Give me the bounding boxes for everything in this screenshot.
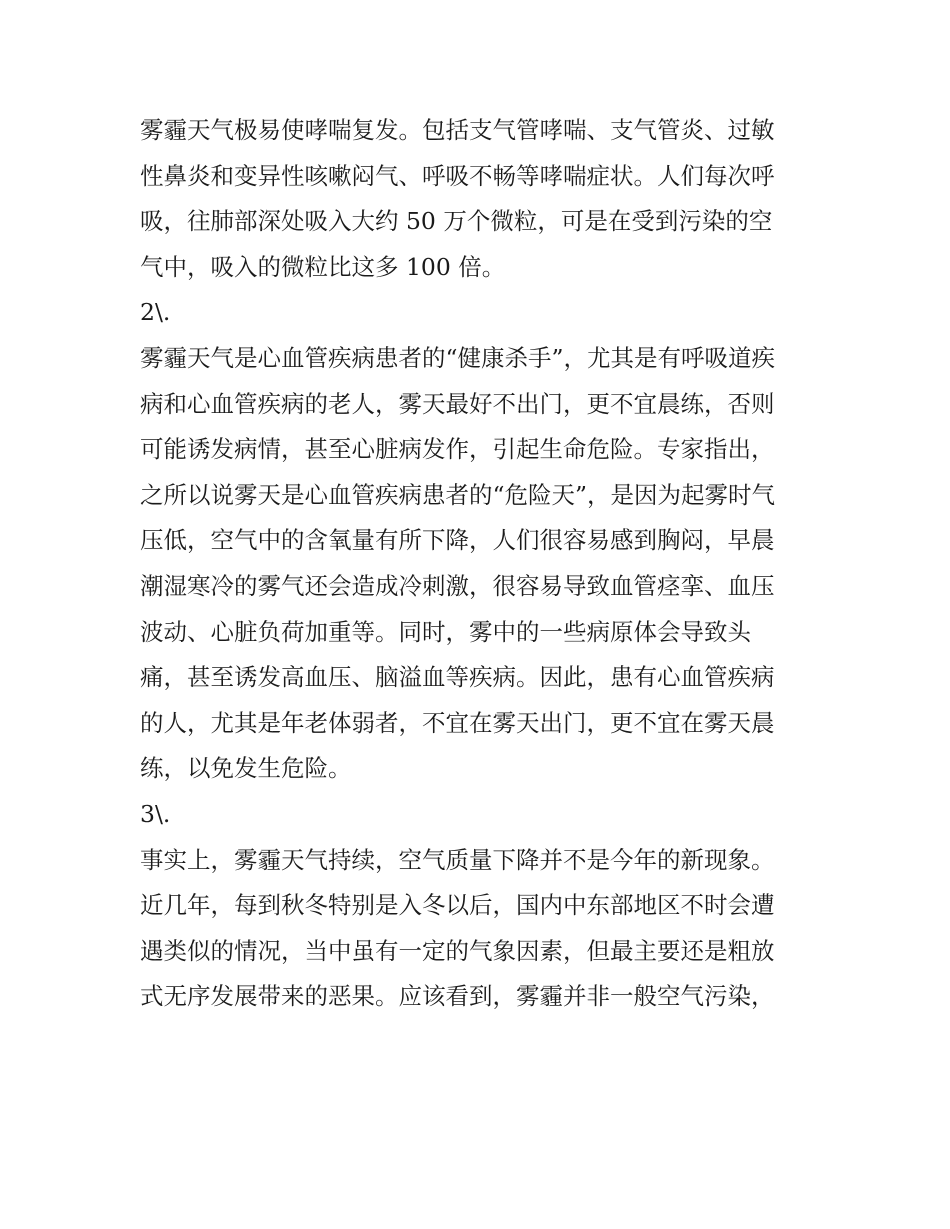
text-line: 练，以免发生危险。 — [140, 754, 352, 783]
paragraph-3 — [140, 838, 820, 1020]
text-line: 雾霾天气极易使哮喘复发。包括支气管哮喘、支气管炎、过敏 — [140, 116, 775, 144]
section-marker-3: 3\. — [140, 799, 171, 828]
text-line: 事实上，雾霾天气持续，空气质量下降并不是今年的新现象。 — [140, 845, 775, 874]
text-line: 波动、心脏负荷加重等。同时，雾中的一些病原体会导致头 — [140, 617, 751, 646]
text-line: 病和心血管疾病的老人，雾天最好不出门，更不宜晨练，否则 — [140, 389, 775, 418]
text-line: 痛，甚至诱发高血压、脑溢血等疾病。因此，患有心血管疾病 — [140, 663, 775, 692]
text-line: 压低，空气中的含氧量有所下降，人们很容易感到胸闷，早晨 — [140, 526, 775, 555]
text-line: 性鼻炎和变异性咳嗽闷气、呼吸不畅等哮喘症状。人们每次呼 — [140, 161, 775, 190]
text-line: 吸，往肺部深处吸入大约 50 万个微粒，可是在受到污染的空 — [140, 207, 773, 236]
text-line: 潮湿寒冷的雾气还会造成冷刺激，很容易导致血管痉挛、血压 — [140, 571, 775, 600]
paragraph-1 — [140, 108, 820, 290]
document-body — [140, 108, 820, 1020]
text-line: 可能诱发病情，甚至心脏病发作，引起生命危险。专家指出， — [140, 435, 775, 464]
paragraph-2 — [140, 336, 820, 792]
text-line: 气中，吸入的微粒比这多 100 倍。 — [140, 252, 506, 281]
section-marker-2: 2\. — [140, 298, 171, 327]
text-line: 的人，尤其是年老体弱者，不宜在雾天出门，更不宜在雾天晨 — [140, 708, 775, 737]
text-line: 遇类似的情况，当中虽有一定的气象因素，但最主要还是粗放 — [140, 936, 775, 965]
text-line: 近几年，每到秋冬特别是入冬以后，国内中东部地区不时会遭 — [140, 891, 775, 920]
text-line: 雾霾天气是心血管疾病患者的“健康杀手”，尤其是有呼吸道疾 — [140, 343, 776, 372]
text-line: 之所以说雾天是心血管疾病患者的“危险天”，是因为起雾时气 — [140, 480, 776, 509]
text-line: 式无序发展带来的恶果。应该看到，雾霾并非一般空气污染， — [140, 982, 775, 1011]
